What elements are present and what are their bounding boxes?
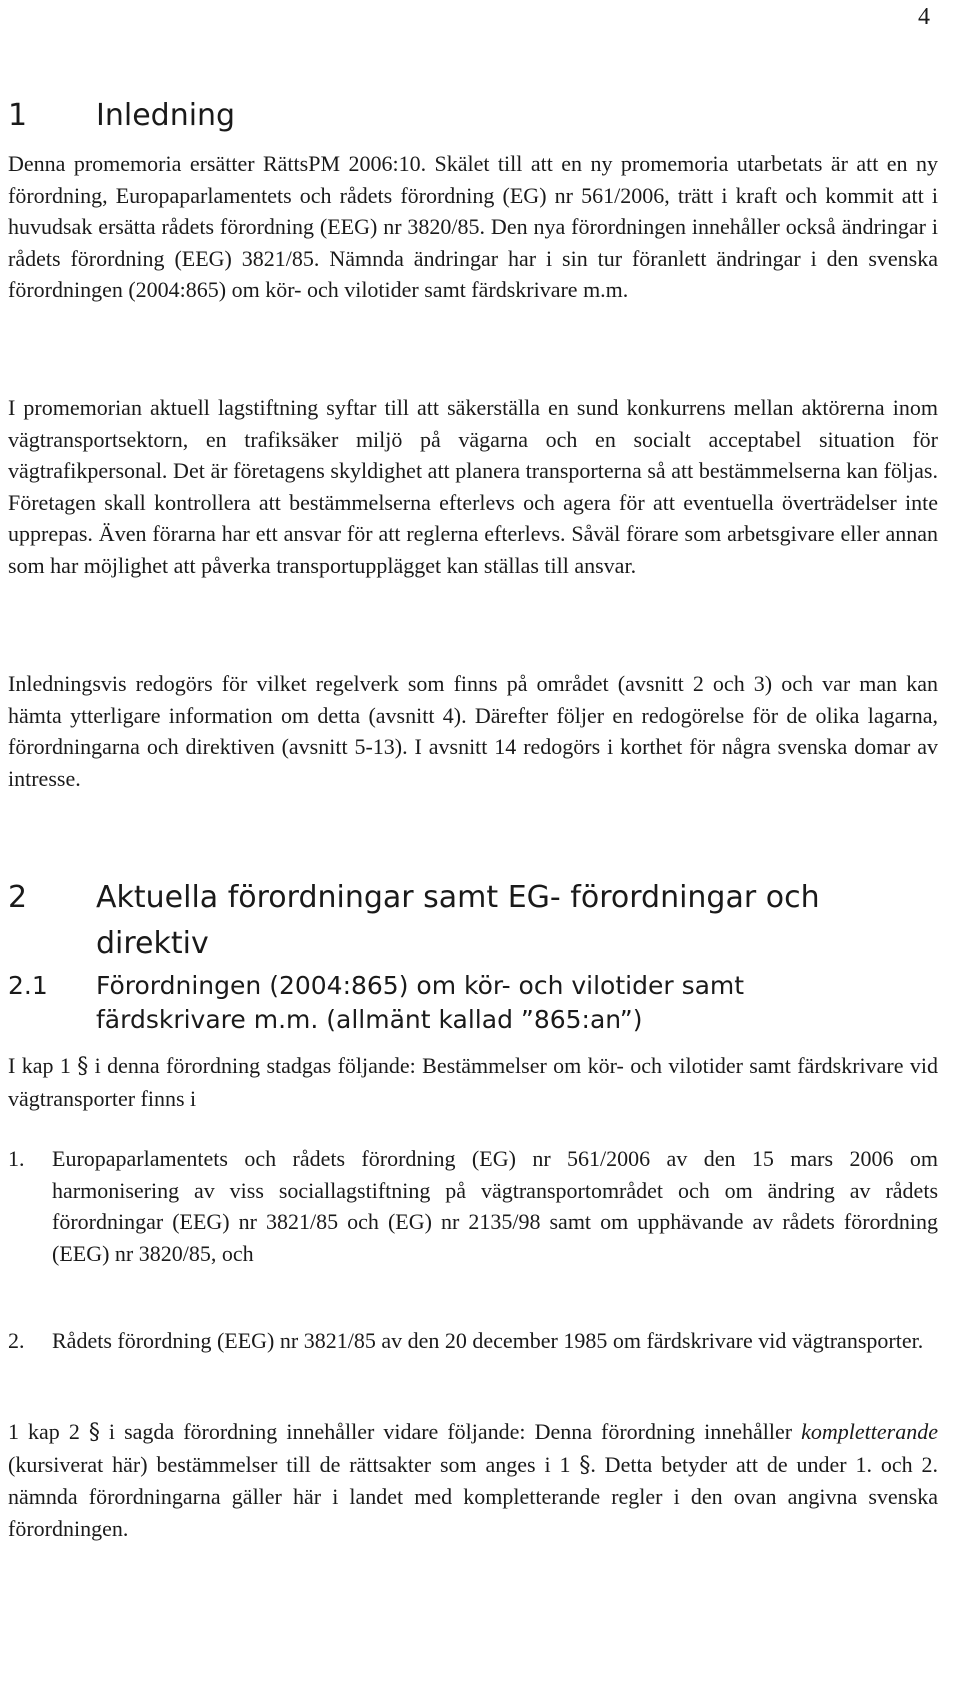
section-number: 2 bbox=[8, 880, 28, 915]
section-title: Inledning bbox=[96, 98, 236, 133]
section-number: 1 bbox=[8, 98, 28, 133]
section-sign: § bbox=[579, 1452, 591, 1478]
section-sign: § bbox=[77, 1054, 89, 1079]
section-1-heading bbox=[8, 93, 856, 139]
list-number: 2. bbox=[8, 1328, 25, 1353]
page-number: 4 bbox=[918, 4, 930, 30]
list-item bbox=[8, 1143, 938, 1269]
section-title: Aktuella förordningar samt EG- förordningar och direktiv bbox=[96, 880, 820, 961]
section-2-1-heading bbox=[8, 969, 796, 1037]
subsection-title: Förordningen (2004:865) om kör- och vilotider samt färdskrivare m.m. (allmänt kallad ”865:an”) bbox=[96, 971, 745, 1034]
paragraph: I promemorian aktuell lagstiftning syftar till att säkerställa en sund konkurrens mellan aktörerna inom vägtransportsektorn, en trafiksäker miljö på vägarna och en socialt acceptabel situation för vägtrafikpersonal. Det är företagens skyldighet att planera transporterna så att bestämmelserna kan följas. Företagen skall kontrollera att bestämmelserna efterlevs och agera för att eventuella överträdelser inte upprepas. Även förarna har ett ansvar för att reglerna efterlevs. Såväl förare som arbetsgivare eller annan som har möjlighet att påverka transportupplägget kan ställas till ansvar. bbox=[8, 395, 938, 578]
list-number: 1. bbox=[8, 1146, 25, 1171]
list-text: Europaparlamentets och rådets förordning (EG) nr 561/2006 av den 15 mars 2006 om harmonisering av viss sociallagstiftning på vägtransportområdet och om ändring av rådets förordningar (EEG) nr 3821/85 och (EG) nr 2135/98 samt om upphävande av rådets förordning (EEG) nr 3820/85, och bbox=[52, 1146, 938, 1266]
paragraph: Denna promemoria ersätter RättsPM 2006:10. Skälet till att en ny promemoria utarbetats är att en ny förordning, Europaparlamentets och rådets förordning (EG) nr 561/2006, trätt i kraft och kommit att i huvudsak ersätta rådets förordning (EEG) nr 3820/85. Den nya förordningen innehåller också ändringar i rådets förordning (EEG) 3821/85. Nämnda ändringar har i sin tur föranlett ändringar i den svenska förordningen (2004:865) om kör- och vilotider samt färdskrivare m.m. bbox=[8, 151, 938, 302]
paragraph: Inledningsvis redogörs för vilket regelverk som finns på området (avsnitt 2 och 3) och var man kan hämta ytterligare information om detta (avsnitt 4). Därefter följer en redogörelse för de olika lagarna, förordningarna och direktiven (avsnitt 5-13). I avsnitt 14 redogörs i korthet för några svenska domar av intresse. bbox=[8, 671, 938, 791]
emphasis: kompletterande bbox=[801, 1419, 938, 1444]
list-text: Rådets förordning (EEG) nr 3821/85 av den 20 december 1985 om färdskrivare vid vägtransporter. bbox=[52, 1328, 924, 1353]
paragraph: 1 kap 2 § i sagda förordning innehåller vidare följande: Denna förordning innehåller kompletterande (kursiverat här) bestämmelser till de rättsakter som anges i 1 §. Detta betyder att de under 1. och 2. nämnda förordningarna gäller här i landet med kompletterande regler i den ovan angivna svenska förordningen. bbox=[8, 1419, 938, 1541]
section-sign: § bbox=[88, 1420, 100, 1445]
subsection-number: 2.1 bbox=[8, 971, 48, 1000]
paragraph: I kap 1 § i denna förordning stadgas följande: Bestämmelser om kör- och vilotider samt färdskrivare vid vägtransporter finns i bbox=[8, 1053, 938, 1111]
list-item bbox=[8, 1325, 938, 1357]
section-2-heading bbox=[8, 875, 856, 967]
